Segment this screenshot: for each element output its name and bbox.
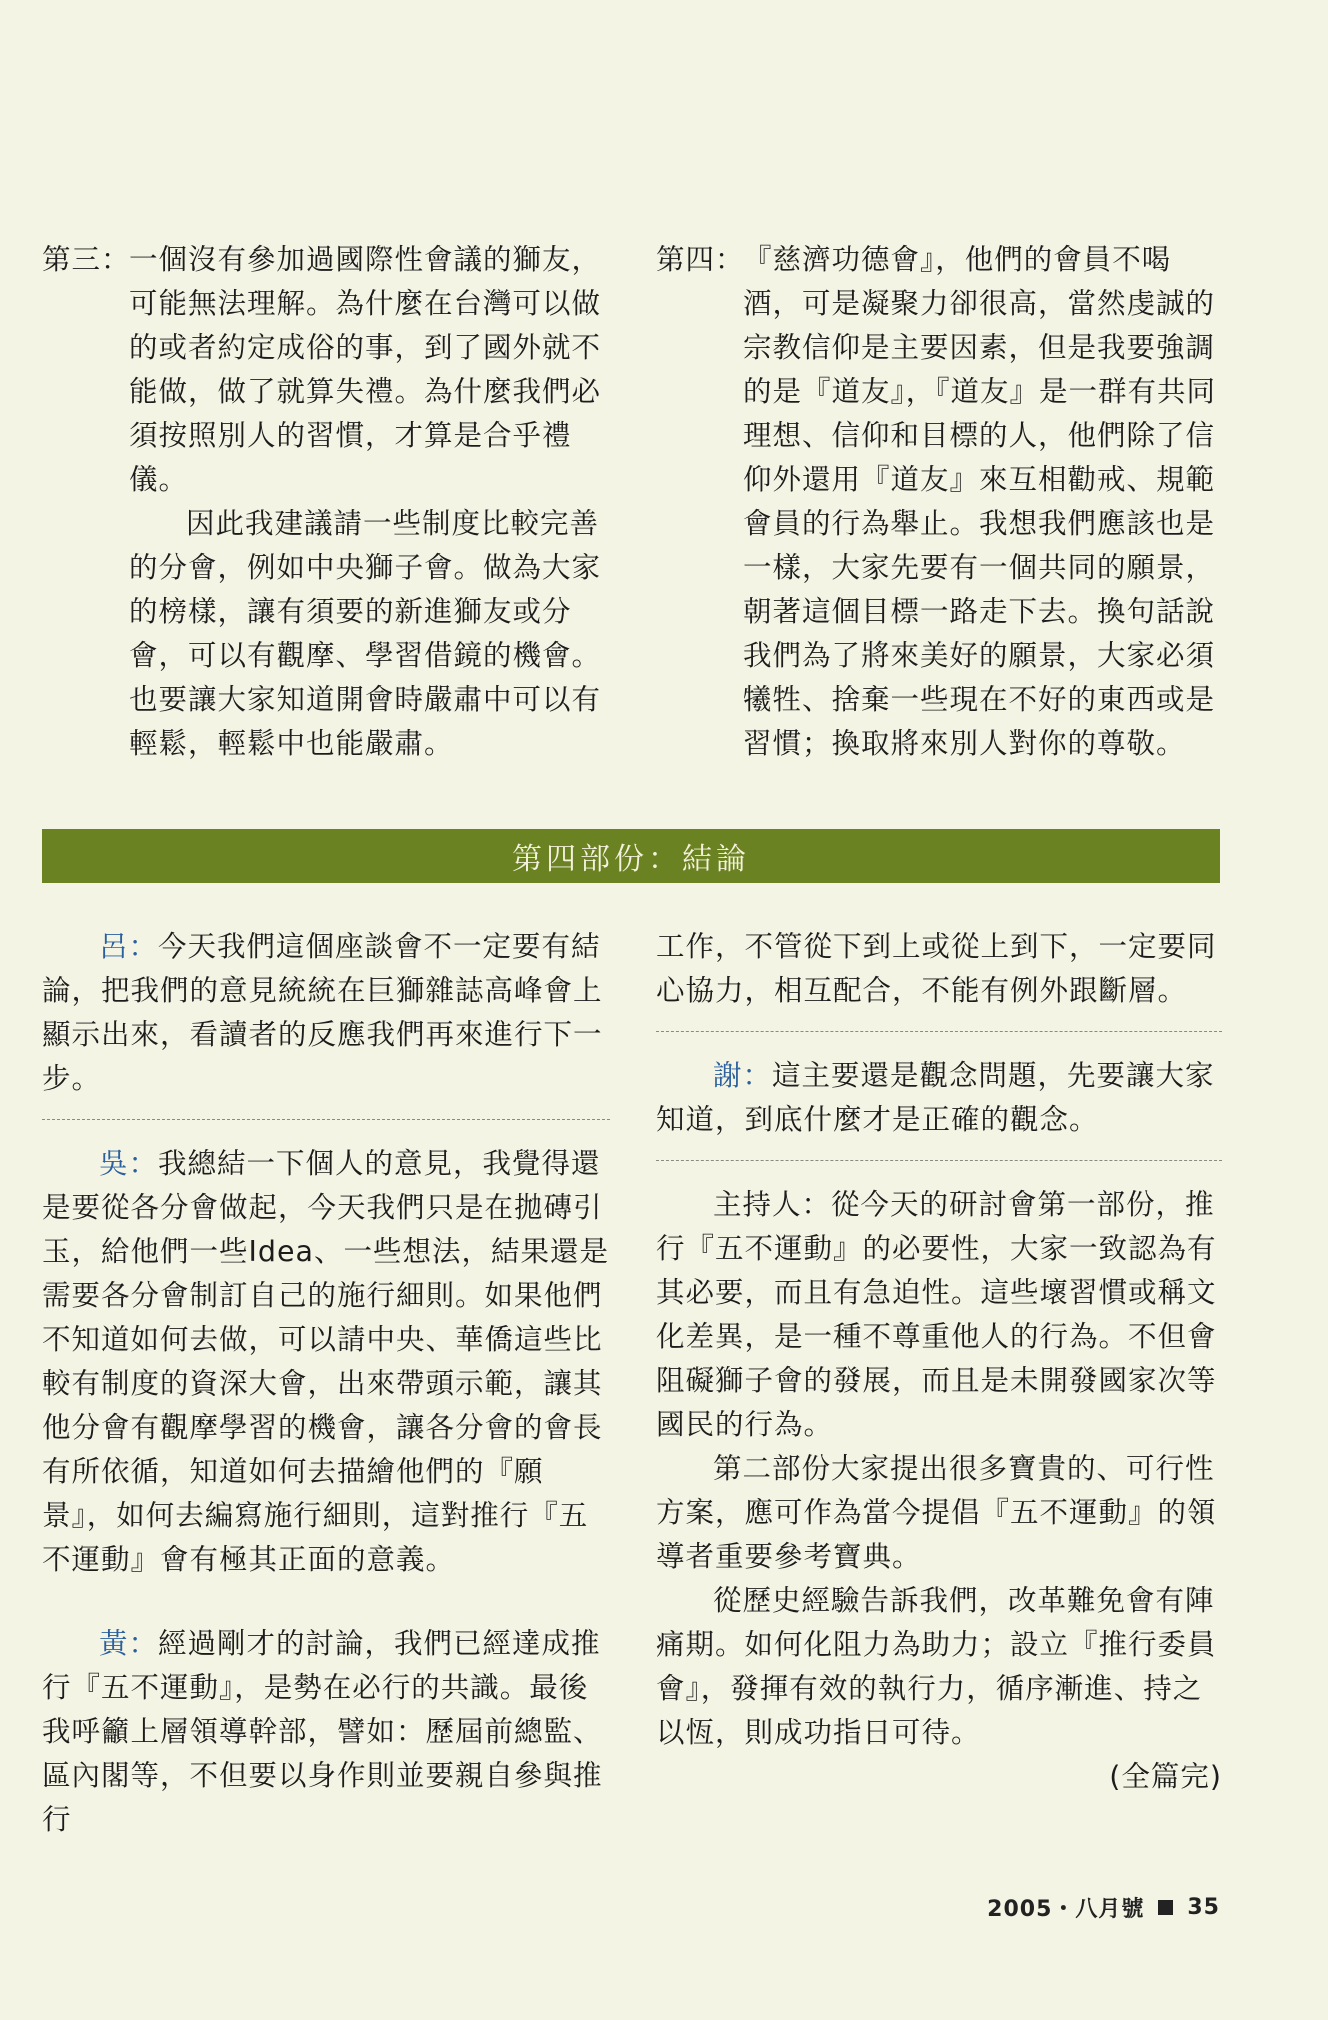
point-three-text: 一個沒有參加過國際性會議的獅友，可能無法理解。為什麼在台灣可以做的或者約定成俗的事，到了國外就不能做，做了就算失禮。為什麼我們必須按照別人的習慣，才算是合乎禮儀。 bbox=[129, 243, 602, 496]
host-para-3: 從歷史經驗告訴我們，改革難免會有陣痛期。如何化阻力為助力；設立『推行委員會』，發揮有效的執行力，循序漸進、持之以恆，則成功指日可待。 bbox=[656, 1584, 1217, 1749]
issue-label: 2005・八月號 bbox=[987, 1897, 1145, 1922]
speaker-text: 這主要還是觀念問題，先要讓大家知道，到底什麼才是正確的觀念。 bbox=[656, 1059, 1215, 1136]
top-right-column bbox=[656, 238, 1222, 766]
section-title: 第四部份：結論 bbox=[512, 842, 750, 877]
point-four bbox=[656, 238, 1222, 766]
speaker-entry-lu bbox=[42, 925, 610, 1101]
divider bbox=[656, 1031, 1222, 1032]
section-banner bbox=[42, 829, 1220, 883]
divider bbox=[42, 1119, 610, 1120]
speaker-text: 我總結一下個人的意見，我覺得還是要從各分會做起，今天我們只是在拋磚引玉，給他們一些Idea、一些想法，結果還是需要各分會制訂自己的施行細則。如果他們不知道如何去做，可以請中央、華僑這些比較有制度的資深大會，出來帶頭示範，讓其他分會有觀摩學習的機會，讓各分會的會長有所依循，知道如何去描繪他們的『願景』，如何去編寫施行細則，這對推行『五不運動』會有極其正面的意義。 bbox=[42, 1147, 609, 1576]
speaker-name: 謝： bbox=[713, 1059, 773, 1092]
continuation-text: 工作，不管從下到上或從上到下，一定要同心協力，相互配合，不能有例外跟斷層。 bbox=[656, 930, 1217, 1007]
square-bullet-icon bbox=[1158, 1900, 1173, 1915]
speaker-entry-xie bbox=[656, 1054, 1222, 1142]
bottom-left-column bbox=[42, 925, 610, 1842]
end-mark: (全篇完) bbox=[1109, 1760, 1222, 1793]
page-number: 35 bbox=[1187, 1895, 1220, 1920]
point-three bbox=[42, 238, 610, 766]
speaker-name: 黃： bbox=[99, 1627, 159, 1660]
host-para-2: 第二部份大家提出很多寶貴的、可行性方案，應可作為當今提倡『五不運動』的領導者重要參考寶典。 bbox=[656, 1452, 1217, 1573]
speaker-entry-wu bbox=[42, 1142, 610, 1582]
divider bbox=[656, 1160, 1222, 1161]
speaker-entry-huang bbox=[42, 1622, 610, 1842]
speaker-name: 吳： bbox=[99, 1147, 159, 1180]
speaker-name: 呂： bbox=[99, 930, 159, 963]
point-four-text: 『慈濟功德會』，他們的會員不喝酒，可是凝聚力卻很高，當然虔誠的宗教信仰是主要因素，但是我要強調的是『道友』，『道友』是一群有共同理想、信仰和目標的人，他們除了信仰外還用『道友』來互相勸戒、規範會員的行為舉止。我想我們應該也是一樣，大家先要有一個共同的願景，朝著這個目標一路走下去。換句話說我們為了將來美好的願景，大家必須犧牲、捨棄一些現在不好的東西或是習慣；換取將來別人對你的尊敬。 bbox=[743, 243, 1217, 760]
top-left-column bbox=[42, 238, 610, 766]
host-para-1: 主持人：從今天的研討會第一部份，推行『五不運動』的必要性，大家一致認為有其必要，而且有急迫性。這些壞習慣或稱文化差異，是一種不尊重他人的行為。不但會阻礙獅子會的發展，而且是未開發國家次等國民的行為。 bbox=[656, 1188, 1217, 1441]
page-footer bbox=[987, 1892, 1220, 1923]
point-three-para2: 因此我建議請一些制度比較完善的分會，例如中央獅子會。做為大家的榜樣，讓有須要的新進獅友或分會，可以有觀摩、學習借鏡的機會。也要讓大家知道開會時嚴肅中可以有輕鬆，輕鬆中也能嚴肅。 bbox=[129, 507, 602, 760]
speaker-text: 今天我們這個座談會不一定要有結論，把我們的意見統統在巨獅雜誌高峰會上顯示出來，看讀者的反應我們再來進行下一步。 bbox=[42, 930, 603, 1095]
point-three-label: 第三： bbox=[42, 243, 131, 276]
bottom-right-column bbox=[656, 925, 1222, 1799]
speaker-text: 經過剛才的討論，我們已經達成推行『五不運動』，是勢在必行的共識。最後我呼籲上層領導幹部，譬如：歷屆前總監、區內閣等，不但要以身作則並要親自參與推行 bbox=[42, 1627, 603, 1836]
point-four-label: 第四： bbox=[656, 243, 745, 276]
